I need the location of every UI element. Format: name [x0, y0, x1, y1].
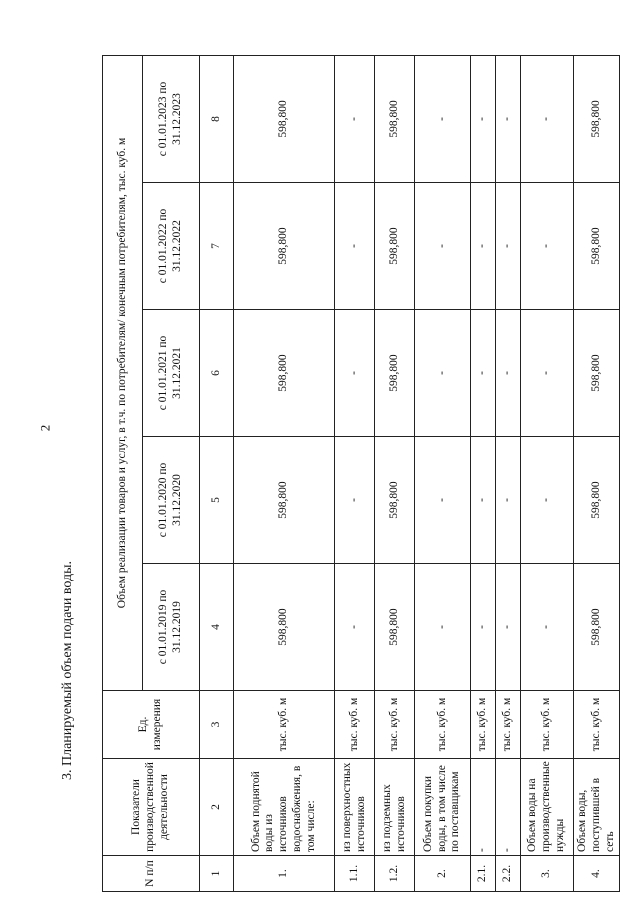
row-unit: тыс. куб. м — [234, 691, 335, 759]
row-unit: тыс. куб. м — [496, 691, 521, 759]
row-value: - — [415, 564, 471, 691]
row-indicator: - — [496, 759, 521, 856]
header-unit: Ед. измерения — [103, 691, 200, 759]
table-row — [375, 55, 415, 891]
row-indicator: Объем воды, поступившей в сеть — [574, 759, 620, 856]
row-value: 598,800 — [375, 183, 415, 310]
header-period: с 01.01.2019 по 31.12.2019 — [143, 564, 200, 691]
row-value: - — [496, 310, 521, 437]
row-value: - — [471, 183, 496, 310]
row-value: - — [521, 437, 574, 564]
table-row — [496, 55, 521, 891]
row-number: 3. — [521, 856, 574, 892]
row-value: - — [335, 564, 375, 691]
column-number: 6 — [200, 310, 234, 437]
header-period: с 01.01.2022 по 31.12.2022 — [143, 183, 200, 310]
row-indicator: - — [471, 759, 496, 856]
row-value: - — [335, 183, 375, 310]
row-value: 598,800 — [234, 183, 335, 310]
row-value: - — [496, 183, 521, 310]
row-indicator: Объем воды на производственные нужды — [521, 759, 574, 856]
header-indicator: Показатели производственной деятельности — [103, 759, 200, 856]
row-unit: тыс. куб. м — [521, 691, 574, 759]
row-unit: тыс. куб. м — [574, 691, 620, 759]
row-value: - — [471, 310, 496, 437]
row-value: - — [335, 437, 375, 564]
column-number-row — [200, 55, 234, 891]
row-number: 1.2. — [375, 856, 415, 892]
table-row — [471, 55, 496, 891]
header-group: Объем реализации товаров и услуг, в т.ч. по потребителям/ конечным потребителям, тыс. куб. м — [103, 55, 143, 690]
row-value: - — [415, 310, 471, 437]
table-row — [574, 55, 620, 891]
row-unit: тыс. куб. м — [335, 691, 375, 759]
row-value: - — [521, 183, 574, 310]
header-num: N п/п — [103, 856, 200, 892]
row-number: 2.1. — [471, 856, 496, 892]
row-value: 598,800 — [574, 310, 620, 437]
header-row-1 — [103, 55, 143, 891]
row-number: 2.2. — [496, 856, 521, 892]
row-value: 598,800 — [234, 55, 335, 182]
row-value: - — [415, 183, 471, 310]
row-number: 2. — [415, 856, 471, 892]
row-value: - — [496, 55, 521, 182]
row-value: - — [496, 564, 521, 691]
row-value: - — [471, 437, 496, 564]
row-value: 598,800 — [574, 437, 620, 564]
row-number: 4. — [574, 856, 620, 892]
section-title: 3. Планируемый объем подачи воды. — [60, 560, 75, 780]
row-value: 598,800 — [375, 310, 415, 437]
row-number: 1.1. — [335, 856, 375, 892]
row-indicator: из подземных источников — [375, 759, 415, 856]
header-period: с 01.01.2023 по 31.12.2023 — [143, 55, 200, 182]
row-value: - — [521, 564, 574, 691]
row-indicator: из поверхностных источников — [335, 759, 375, 856]
row-value: 598,800 — [574, 564, 620, 691]
table-row — [415, 55, 471, 891]
header-period: с 01.01.2021 по 31.12.2021 — [143, 310, 200, 437]
page-number: 2 — [37, 424, 53, 432]
row-value: - — [521, 55, 574, 182]
column-number: 3 — [200, 691, 234, 759]
table-row — [521, 55, 574, 891]
row-unit: тыс. куб. м — [415, 691, 471, 759]
column-number: 2 — [200, 759, 234, 856]
water-supply-table-wrapper — [102, 55, 620, 892]
row-unit: тыс. куб. м — [375, 691, 415, 759]
row-indicator: Объем покупки воды, в том числе по поставщикам — [415, 759, 471, 856]
column-number: 7 — [200, 183, 234, 310]
header-period: с 01.01.2020 по 31.12.2020 — [143, 437, 200, 564]
row-value: 598,800 — [375, 55, 415, 182]
row-value: 598,800 — [375, 437, 415, 564]
row-value: - — [471, 55, 496, 182]
row-unit: тыс. куб. м — [471, 691, 496, 759]
row-value: 598,800 — [574, 183, 620, 310]
row-value: 598,800 — [574, 55, 620, 182]
water-supply-table — [102, 55, 620, 892]
row-value: 598,800 — [234, 564, 335, 691]
row-value: 598,800 — [234, 437, 335, 564]
row-number: 1. — [234, 856, 335, 892]
row-value: - — [415, 437, 471, 564]
column-number: 4 — [200, 564, 234, 691]
row-value: - — [496, 437, 521, 564]
column-number: 5 — [200, 437, 234, 564]
column-number: 1 — [200, 856, 234, 892]
table-row — [335, 55, 375, 891]
row-value: - — [335, 310, 375, 437]
row-value: - — [335, 55, 375, 182]
table-row — [234, 55, 335, 891]
row-indicator: Объем поднятой воды из источников водоснабжения, в том числе: — [234, 759, 335, 856]
row-value: 598,800 — [234, 310, 335, 437]
row-value: - — [415, 55, 471, 182]
row-value: - — [471, 564, 496, 691]
row-value: - — [521, 310, 574, 437]
column-number: 8 — [200, 55, 234, 182]
row-value: 598,800 — [375, 564, 415, 691]
